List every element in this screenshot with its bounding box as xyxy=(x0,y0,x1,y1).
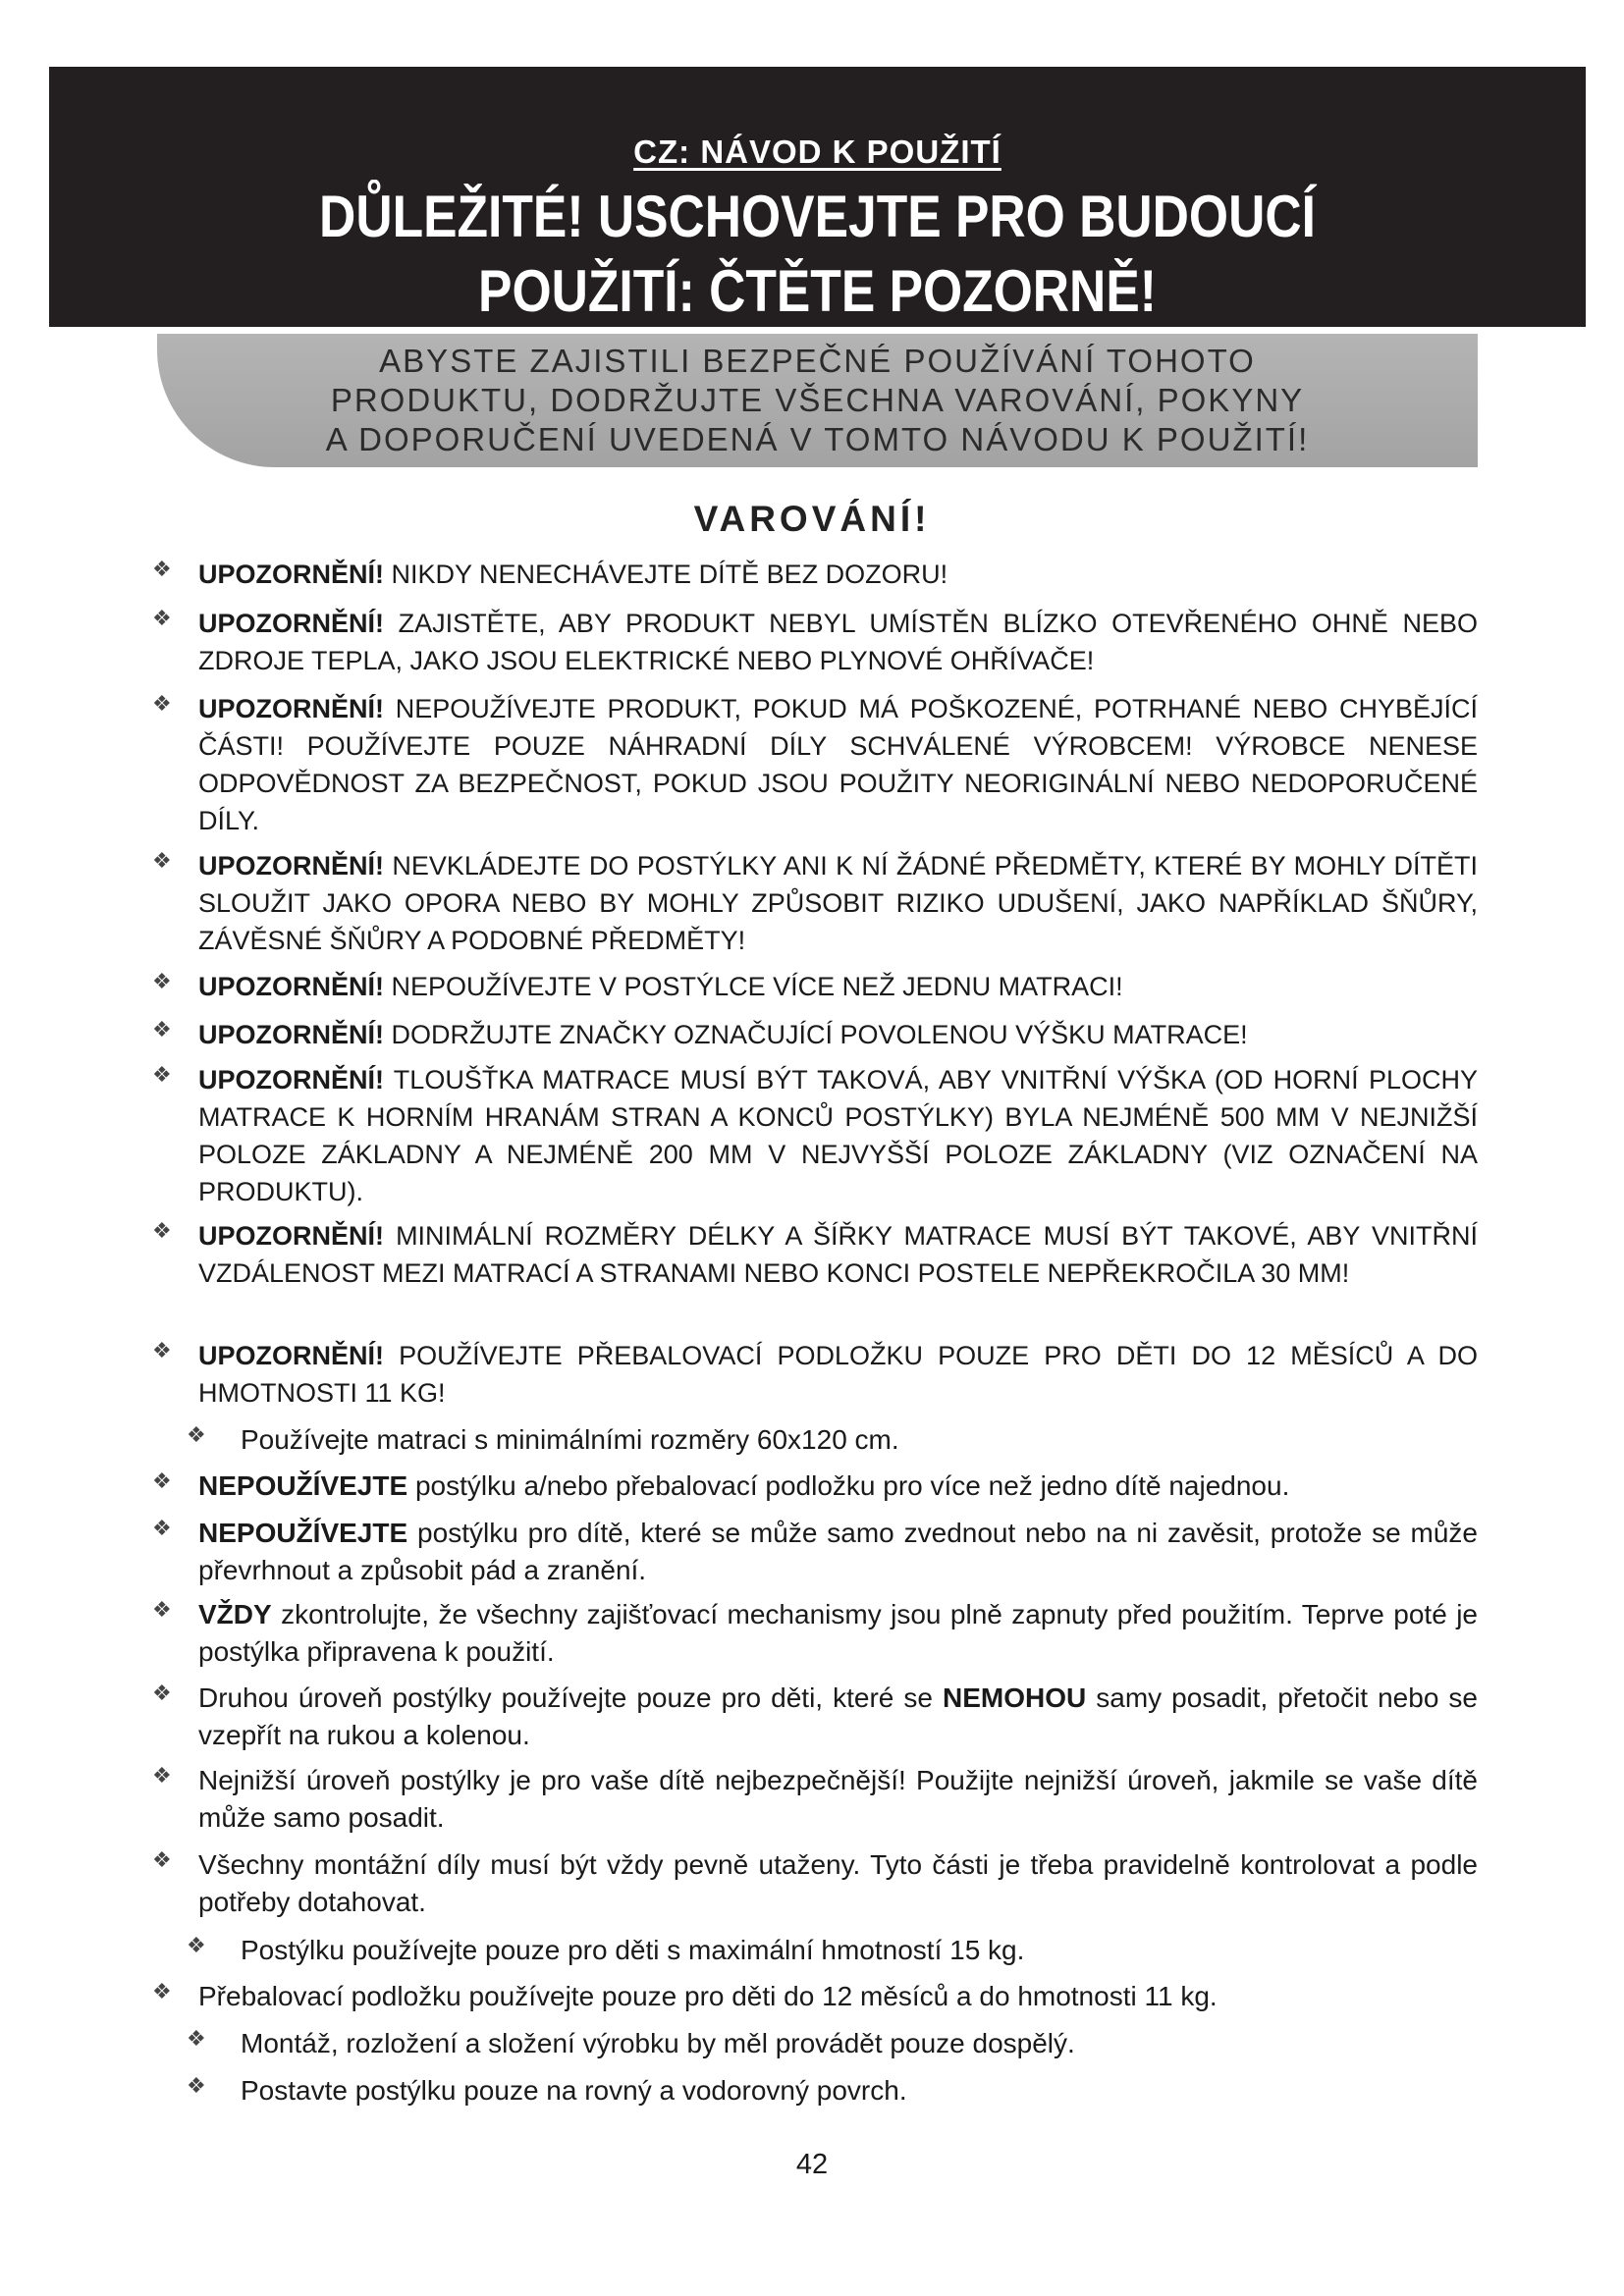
diamond-bullet-icon: ❖ xyxy=(152,606,172,630)
document-title-line-1: DŮLEŽITÉ! USCHOVEJTE PRO BUDOUCÍ xyxy=(319,184,1316,249)
warnings-heading: VAROVÁNÍ! xyxy=(693,499,931,539)
safety-notice-line-2: PRODUKTU, DODRŽUJTE VŠECHNA VAROVÁNÍ, POKYNY xyxy=(330,382,1305,418)
list-item-text: NEPOUŽÍVEJTE postýlku pro dítě, které se může samo zvednout nebo na ni zavěsit, protože se může převrhnout a způsobit pád a zranění. xyxy=(198,1518,1478,1585)
list-item-text: Používejte matraci s minimálními rozměry 60x120 cm. xyxy=(241,1424,899,1455)
list-item-text: UPOZORNĚNÍ! MINIMÁLNÍ ROZMĚRY DÉLKY A ŠÍŘKY MATRACE MUSÍ BÝT TAKOVÉ, ABY VNITŘNÍ VZDÁLENOST MEZI MATRACÍ A STRANAMI NEBO KONCI POSTELE NEPŘEKROČILA 30 MM! xyxy=(198,1221,1478,1288)
diamond-bullet-icon: ❖ xyxy=(152,557,172,581)
header-banner xyxy=(49,67,1586,327)
diamond-bullet-icon: ❖ xyxy=(152,1763,172,1788)
list-item-text: Všechny montážní díly musí být vždy pevně utaženy. Tyto části je třeba pravidelně kontrolovat a podle potřeby dotahovat. xyxy=(198,1849,1478,1917)
diamond-bullet-icon: ❖ xyxy=(152,1847,172,1872)
page-number: 42 xyxy=(795,2149,829,2180)
diamond-bullet-icon: ❖ xyxy=(152,1218,172,1243)
diamond-bullet-icon: ❖ xyxy=(152,1062,172,1087)
diamond-bullet-icon: ❖ xyxy=(187,2073,206,2098)
safety-notice-banner xyxy=(157,334,1478,467)
list-item-text: Druhou úroveň postýlky používejte pouze pro děti, které se NEMOHOU samy posadit, přetočit nebo se vzepřít na rukou a kolenou. xyxy=(198,1682,1479,1750)
list-item-text: UPOZORNĚNÍ! NEVKLÁDEJTE DO POSTÝLKY ANI K NÍ ŽÁDNÉ PŘEDMĚTY, KTERÉ BY MOHLY DÍTĚTI SLOUŽIT JAKO OPORA NEBO BY MOHLY ZPŮSOBIT RIZIKO UDUŠENÍ, JAKO NAPŘÍKLAD ŠŇŮRY, ZÁVĚSNÉ ŠŇŮRY A PODOBNÉ PŘEDMĚTY! xyxy=(198,851,1478,955)
list-item-text: UPOZORNĚNÍ! NEPOUŽÍVEJTE PRODUKT, POKUD MÁ POŠKOZENÉ, POTRHANÉ NEBO CHYBĚJÍCÍ ČÁSTI! POUŽÍVEJTE POUZE NÁHRADNÍ DÍLY SCHVÁLENÉ VÝROBCEM! VÝROBCE NENESE ODPOVĚDNOST ZA BEZPEČNOST, POKUD JSOU POUŽITY NEORIGINÁLNÍ NEBO NEDOPORUČENÉ DÍLY. xyxy=(198,694,1478,835)
diamond-bullet-icon: ❖ xyxy=(152,1681,172,1705)
diamond-bullet-icon: ❖ xyxy=(152,1516,172,1540)
diamond-bullet-icon: ❖ xyxy=(152,848,172,873)
safety-notice-line-1: ABYSTE ZAJISTILI BEZPEČNÉ POUŽÍVÁNÍ TOHOTO xyxy=(379,343,1256,379)
list-item-text: UPOZORNĚNÍ! POUŽÍVEJTE PŘEBALOVACÍ PODLOŽKU POUZE PRO DĚTI DO 12 MĚSÍCŮ A DO HMOTNOSTI 11 KG! xyxy=(198,1341,1478,1408)
diamond-bullet-icon: ❖ xyxy=(187,1933,206,1957)
list-item-text: Nejnižší úroveň postýlky je pro vaše dítě nejbezpečnější! Použijte nejnižší úroveň, jakmile se vaše dítě může samo posadit. xyxy=(198,1765,1478,1833)
safety-notice-line-3: A DOPORUČENÍ UVEDENÁ V TOMTO NÁVODU K POUŽITÍ! xyxy=(325,421,1310,457)
diamond-bullet-icon: ❖ xyxy=(152,1338,172,1362)
list-item-text: Postavte postýlku pouze na rovný a vodorovný povrch. xyxy=(241,2075,907,2106)
list-item-text: Montáž, rozložení a složení výrobku by měl provádět pouze dospělý. xyxy=(241,2028,1075,2058)
diamond-bullet-icon: ❖ xyxy=(152,1017,172,1041)
safety-notice-text xyxy=(157,342,1478,459)
list-item-text: Postýlku používejte pouze pro děti s maximální hmotností 15 kg. xyxy=(241,1935,1025,1965)
document-title xyxy=(157,180,1479,329)
list-item-text: NEPOUŽÍVEJTE postýlku a/nebo přebalovací podložku pro více než jedno dítě najednou. xyxy=(198,1470,1290,1501)
list-item-text: VŽDY zkontrolujte, že všechny zajišťovací mechanismy jsou plně zapnuty před použitím. Teprve poté je postýlka připravena k použití. xyxy=(198,1599,1478,1667)
list-item-text: UPOZORNĚNÍ! ZAJISTĚTE, ABY PRODUKT NEBYL UMÍSTĚN BLÍZKO OTEVŘENÉHO OHNĚ NEBO ZDROJE TEPLA, JAKO JSOU ELEKTRICKÉ NEBO PLYNOVÉ OHŘÍVAČE! xyxy=(198,609,1478,675)
document-title-line-2: POUŽITÍ: ČTĚTE POZORNĚ! xyxy=(478,258,1157,324)
list-item-text: UPOZORNĚNÍ! DODRŽUJTE ZNAČKY OZNAČUJÍCÍ POVOLENOU VÝŠKU MATRACE! xyxy=(198,1020,1248,1049)
list-item-text: UPOZORNĚNÍ! TLOUŠŤKA MATRACE MUSÍ BÝT TAKOVÁ, ABY VNITŘNÍ VÝŠKA (OD HORNÍ PLOCHY MATRACE K HORNÍM HRANÁM STRAN A KONCŮ POSTÝLKY) BYLA NEJMÉNĚ 500 MM V NEJNIŽŠÍ POLOZE ZÁKLADNY A NEJMÉNĚ 200 MM V NEJVYŠŠÍ POLOZE ZÁKLADNY (VIZ OZNAČENÍ NA PRODUKTU). xyxy=(198,1065,1478,1206)
diamond-bullet-icon: ❖ xyxy=(152,1468,172,1493)
list-item-text: UPOZORNĚNÍ! NIKDY NENECHÁVEJTE DÍTĚ BEZ DOZORU! xyxy=(198,560,948,589)
diamond-bullet-icon: ❖ xyxy=(152,969,172,993)
diamond-bullet-icon: ❖ xyxy=(152,1597,172,1622)
diamond-bullet-icon: ❖ xyxy=(187,1422,206,1447)
list-item-text: UPOZORNĚNÍ! NEPOUŽÍVEJTE V POSTÝLCE VÍCE NEŽ JEDNU MATRACI! xyxy=(198,972,1123,1001)
diamond-bullet-icon: ❖ xyxy=(152,1979,172,2003)
diamond-bullet-icon: ❖ xyxy=(152,691,172,716)
document-subtitle: CZ: NÁVOD K POUŽITÍ xyxy=(633,133,1001,170)
diamond-bullet-icon: ❖ xyxy=(187,2026,206,2051)
list-item-text: Přebalovací podložku používejte pouze pro děti do 12 měsíců a do hmotnosti 11 kg. xyxy=(198,1981,1218,2011)
